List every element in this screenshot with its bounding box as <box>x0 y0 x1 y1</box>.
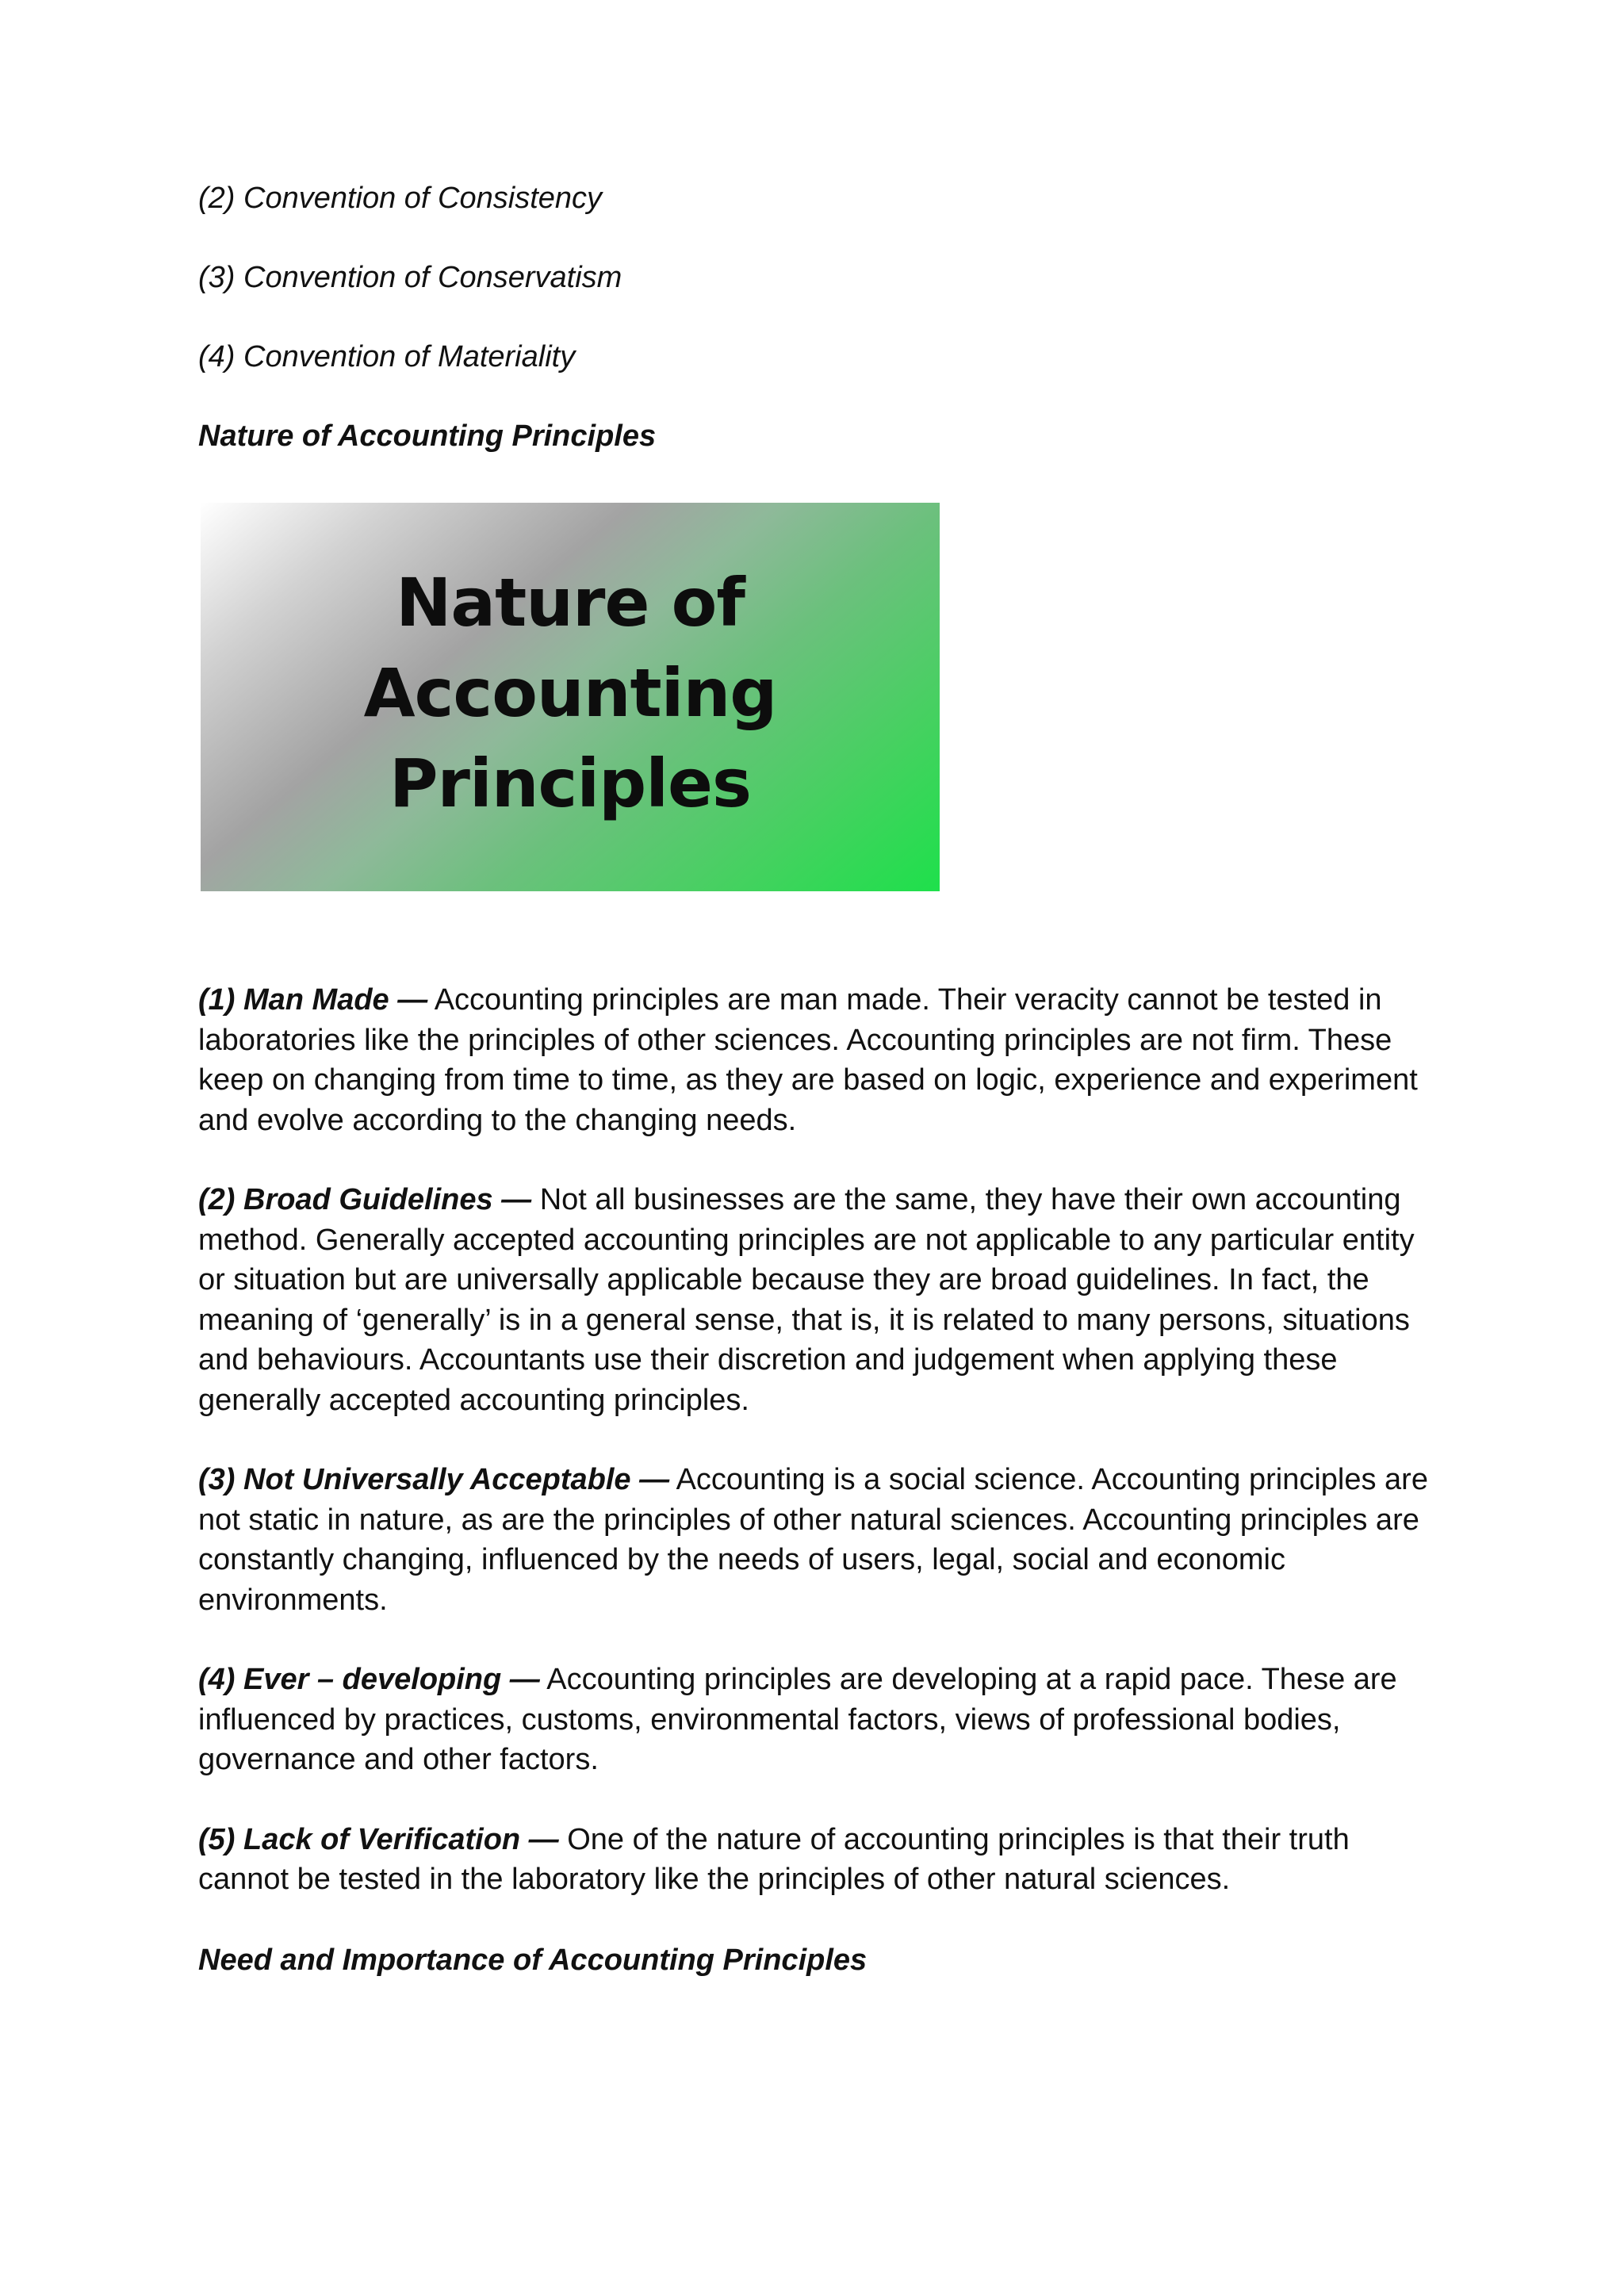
point-man-made <box>198 980 1435 1140</box>
point-lead: (1) Man Made — <box>198 983 428 1017</box>
nature-points <box>198 980 1435 1900</box>
point-broad-guidelines <box>198 1180 1435 1420</box>
point-body: Not all businesses are the same, they have their own accounting method. Generally accepted accounting principles are not applicable to any particular entity or situation but are universally applicable because they are broad guidelines. In fact, the meaning of ‘generally’ is in a general sense, that is, it is related to many persons, situations and behaviours. Accountants use their discretion and judgement when applying these generally accepted accounting principles. <box>198 1183 1415 1417</box>
point-lead: (3) Not Universally Acceptable — <box>198 1463 670 1496</box>
point-lead: (5) Lack of Verification — <box>198 1822 559 1856</box>
convention-conservatism: (3) Convention of Conservatism <box>198 261 622 294</box>
point-lack-of-verification <box>198 1820 1435 1900</box>
nature-heading: Nature of Accounting Principles <box>198 419 657 453</box>
convention-consistency: (2) Convention of Consistency <box>198 182 603 215</box>
point-ever-developing <box>198 1660 1435 1780</box>
point-lead: (4) Ever – developing — <box>198 1663 540 1696</box>
nature-banner-image <box>201 503 940 891</box>
document-content <box>198 179 1435 1979</box>
convention-materiality: (4) Convention of Materiality <box>198 340 576 373</box>
point-body: Accounting principles are man made. Their veracity cannot be tested in laboratories like the principles of other sciences. Accounting principles are not firm. These keep on changing from time to time, as they are based on logic, experience and experiment and evolve according to the changing needs. <box>198 983 1418 1137</box>
point-body: One of the nature of accounting principles is that their truth cannot be tested in the laboratory like the principles of other natural sciences. <box>198 1822 1350 1896</box>
point-body: Accounting is a social science. Accounting principles are not static in nature, as are the principles of other natural sciences. Accounting principles are constantly changing, influenced by the needs of users, legal, social and economic environments. <box>198 1463 1428 1617</box>
point-lead: (2) Broad Guidelines — <box>198 1183 532 1216</box>
point-not-universally-acceptable <box>198 1460 1435 1620</box>
banner-title: Nature of Accounting Principles <box>363 564 777 822</box>
need-importance-heading: Need and Importance of Accounting Principles <box>198 1943 868 1977</box>
point-body: Accounting principles are developing at a rapid pace. These are influenced by practices, customs, environmental factors, views of professional bodies, governance and other factors. <box>198 1663 1397 1776</box>
